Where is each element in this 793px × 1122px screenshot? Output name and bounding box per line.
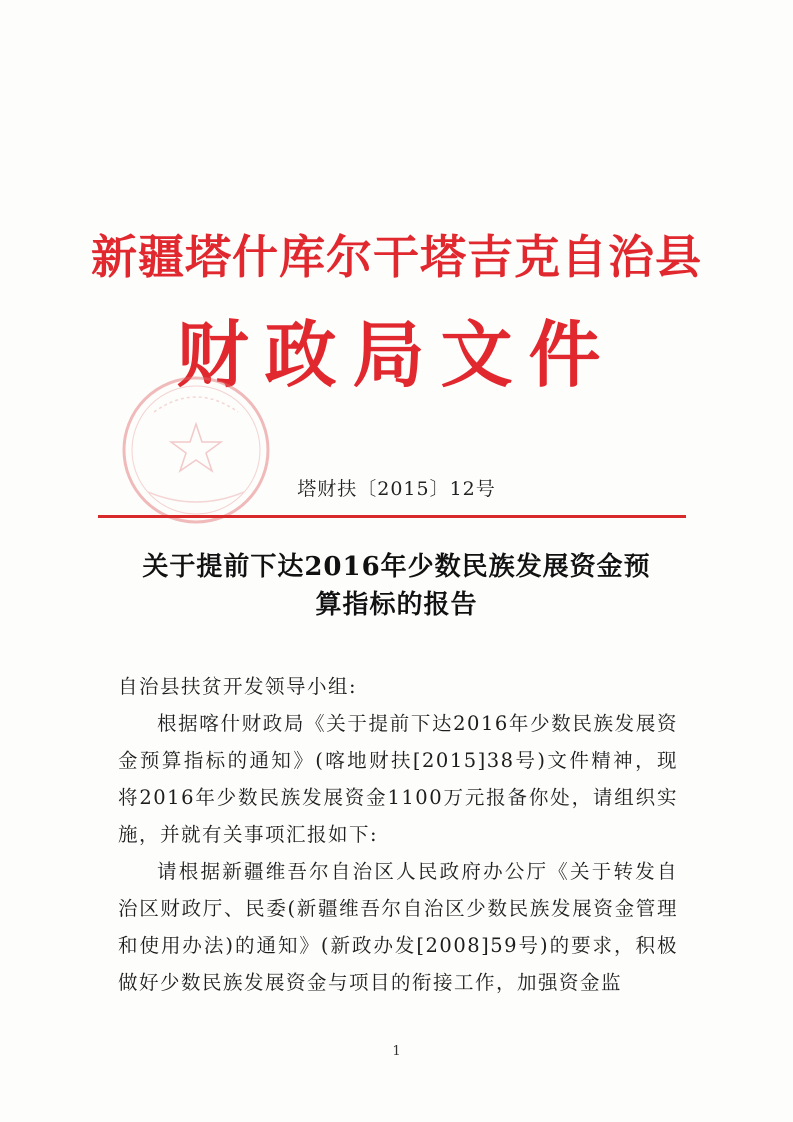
body-paragraph-2: 请根据新疆维吾尔自治区人民政府办公厅《关于转发自治区财政厅、民委(新疆维吾尔自治区少数民族发展资金管理和使用办法)的通知》(新政办发[2008]59号)的要求，积极做好少数民族发展资金与项目的衔接工作，加强资金监 — [118, 860, 678, 994]
salutation: 自治县扶贫开发领导小组: — [118, 675, 358, 698]
document-title — [100, 548, 693, 624]
red-divider-line — [98, 515, 686, 518]
document-body — [118, 668, 678, 1001]
document-type-heading: 财政局文件 — [176, 313, 617, 397]
document-number: 塔财扶〔2015〕12号 — [297, 478, 496, 500]
page-number: 1 — [392, 1044, 401, 1059]
issuing-authority-name: 新疆塔什库尔干塔吉克自治县 — [91, 230, 702, 284]
title-line-1: 关于提前下达2016年少数民族发展资金预 — [142, 552, 651, 582]
official-seal-stamp — [118, 372, 274, 528]
title-line-2: 算指标的报告 — [315, 590, 478, 620]
body-paragraph-1: 根据喀什财政局《关于提前下达2016年少数民族发展资金预算指标的通知》(喀地财扶[2015]38号)文件精神，现将2016年少数民族发展资金1100万元报备你处，请组织实施，并就有关事项汇报如下: — [118, 712, 678, 846]
